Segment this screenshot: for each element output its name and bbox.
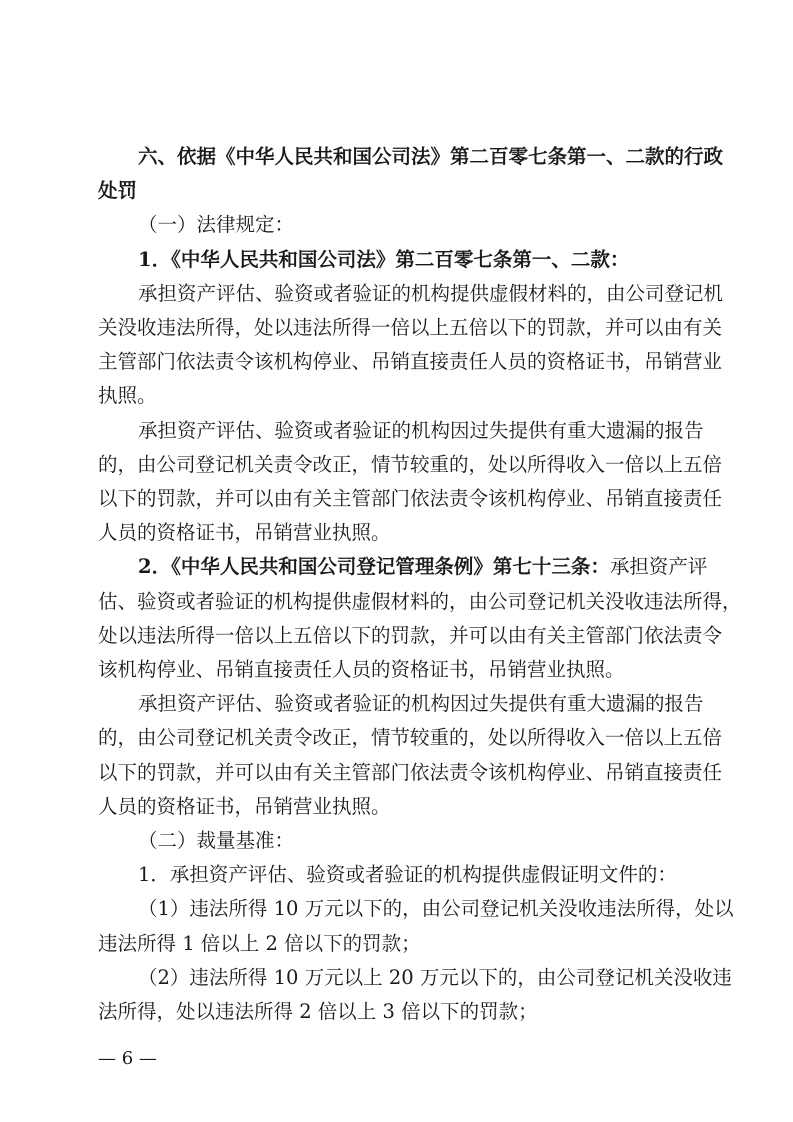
text-line [98, 176, 698, 206]
page-number: — 6 — [98, 1048, 157, 1069]
text-line [98, 723, 723, 753]
text-line [138, 552, 708, 582]
body-text: 承担资产评估、验资或者验证的机构提供虚假材料的，由公司登记机 [138, 281, 724, 305]
text-line [98, 621, 723, 651]
text-line [138, 689, 704, 719]
text-line [138, 279, 724, 309]
body-text: 的，由公司登记机关责令改正，情节较重的，处以所得收入一倍以上五倍 [98, 452, 723, 476]
text-line [98, 381, 698, 411]
bold-heading-text: 2．《中华人民共和国公司登记管理条例》第七十三条： [138, 555, 610, 579]
body-text: 承担资产评估、验资或者验证的机构因过失提供有重大遗漏的报告 [138, 418, 704, 442]
body-text: （一）法律规定： [138, 213, 295, 237]
text-line [138, 210, 698, 240]
text-line [98, 347, 723, 377]
body-text: （1）违法所得 10 万元以下的，由公司登记机关没收违法所得，处以 [138, 897, 734, 921]
text-line [98, 484, 723, 514]
text-line [138, 142, 724, 172]
body-text: 的，由公司登记机关责令改正，情节较重的，处以所得收入一倍以上五倍 [98, 726, 723, 750]
body-text: 主管部门依法责令该机构停业、吊销直接责任人员的资格证书，吊销营业 [98, 350, 723, 374]
text-line [98, 758, 723, 788]
text-line [138, 963, 732, 993]
body-text: 人员的资格证书，吊销营业执照。 [98, 794, 391, 818]
text-line [98, 313, 723, 343]
bold-heading-text: 处罚 [98, 179, 138, 203]
body-text: 以下的罚款，并可以由有关主管部门依法责令该机构停业、吊销直接责任 [98, 487, 723, 510]
text-line [138, 416, 704, 446]
body-text: 法所得，处以违法所得 2 倍以上 3 倍以下的罚款； [98, 1000, 538, 1023]
body-text: 估、验资或者验证的机构提供虚假材料的，由公司登记机关没收违法所得， [98, 589, 742, 613]
body-text: （二）裁量基准： [138, 829, 295, 852]
text-line [98, 450, 723, 480]
text-line [98, 655, 698, 685]
text-line [138, 894, 734, 924]
text-line [98, 997, 698, 1027]
body-text: 违法所得 1 倍以上 2 倍以下的罚款； [98, 931, 421, 955]
body-text: 1．承担资产评估、验资或者验证的机构提供虚假证明文件的： [138, 863, 677, 887]
body-text: 人员的资格证书，吊销营业执照。 [98, 521, 391, 545]
text-line [98, 929, 698, 959]
body-text: （2）违法所得 10 万元以上 20 万元以下的，由公司登记机关没收违 [138, 965, 732, 989]
body-text: 承担资产评估、验资或者验证的机构因过失提供有重大遗漏的报告 [138, 692, 704, 716]
text-line [98, 518, 698, 548]
text-line [138, 245, 698, 275]
bold-heading-text: 1．《中华人民共和国公司法》第二百零七条第一、二款： [138, 247, 630, 271]
body-text: 执照。 [98, 384, 157, 408]
body-text: 关没收违法所得，处以违法所得一倍以上五倍以下的罚款，并可以由有关 [98, 316, 723, 339]
text-line [98, 792, 698, 822]
text-line [138, 860, 698, 890]
text-line [138, 826, 698, 856]
body-text: 以下的罚款，并可以由有关主管部门依法责令该机构停业、吊销直接责任 [98, 760, 723, 784]
text-line [98, 587, 742, 617]
body-text: 处以违法所得一倍以上五倍以下的罚款，并可以由有关主管部门依法责令 [98, 623, 723, 647]
bold-heading-text: 六、依据《中华人民共和国公司法》第二百零七条第一、二款的行政 [138, 145, 724, 168]
body-text: 承担资产评 [609, 555, 708, 579]
body-text: 该机构停业、吊销直接责任人员的资格证书，吊销营业执照。 [98, 658, 625, 681]
